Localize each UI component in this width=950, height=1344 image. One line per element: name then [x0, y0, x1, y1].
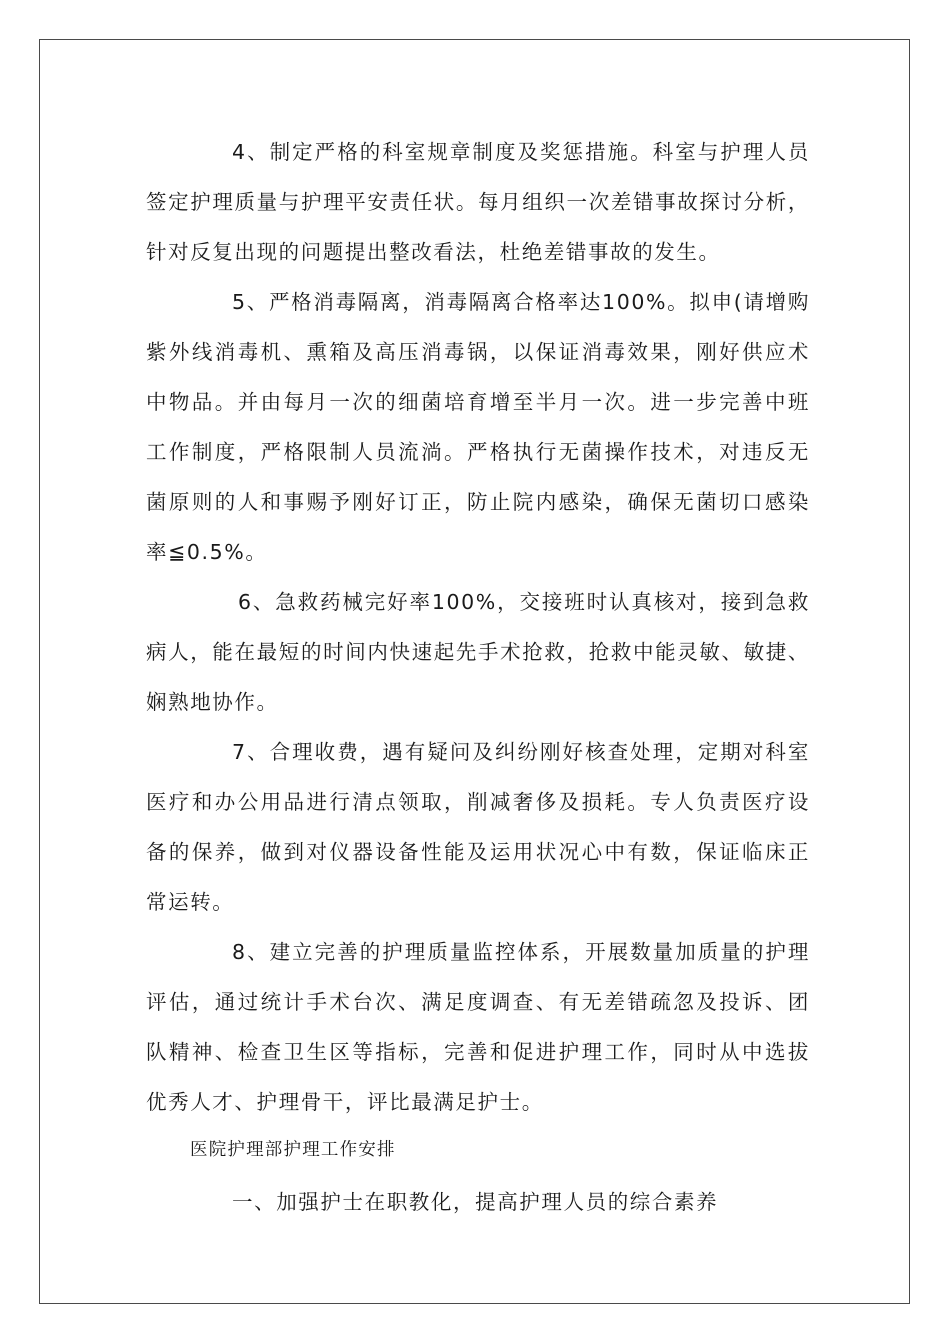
paragraph-5-line-1: 5、严格消毒隔离，消毒隔离合格率达100%。拟申(请增购	[232, 290, 810, 314]
page-border	[39, 39, 910, 1304]
paragraph-8-line-4: 优秀人才、护理骨干，评比最满足护士。	[146, 1090, 544, 1114]
paragraph-5-line-6: 率≦0.5%。	[146, 540, 268, 564]
section-heading: 一、加强护士在职教化，提高护理人员的综合素养	[232, 1190, 719, 1214]
paragraph-5-line-4: 工作制度，严格限制人员流淌。严格执行无菌操作技术，对违反无	[146, 440, 810, 464]
paragraph-7-line-3: 备的保养，做到对仪器设备性能及运用状况心中有数，保证临床正	[146, 840, 810, 864]
paragraph-5-line-2: 紫外线消毒机、熏箱及高压消毒锅，以保证消毒效果，刚好供应术	[146, 340, 810, 364]
paragraph-4-line-1: 4、制定严格的科室规章制度及奖惩措施。科室与护理人员	[232, 140, 810, 164]
paragraph-6-line-2: 病人，能在最短的时间内快速起先手术抢救，抢救中能灵敏、敏捷、	[146, 640, 810, 664]
document-subtitle: 医院护理部护理工作安排	[190, 1140, 396, 1160]
paragraph-5-line-3: 中物品。并由每月一次的细菌培育增至半月一次。进一步完善中班	[146, 390, 810, 414]
paragraph-7-line-4: 常运转。	[146, 890, 235, 914]
paragraph-7-line-2: 医疗和办公用品进行清点领取，削减奢侈及损耗。专人负责医疗设	[146, 790, 810, 814]
paragraph-7-line-1: 7、合理收费，遇有疑问及纠纷刚好核查处理，定期对科室	[232, 740, 810, 764]
paragraph-6-line-1: 6、急救药械完好率100%，交接班时认真核对，接到急救	[238, 590, 810, 614]
paragraph-8-line-2: 评估，通过统计手术台次、满足度调查、有无差错疏忽及投诉、团	[146, 990, 810, 1014]
paragraph-8-line-1: 8、建立完善的护理质量监控体系，开展数量加质量的护理	[232, 940, 810, 964]
paragraph-4-line-2: 签定护理质量与护理平安责任状。每月组织一次差错事故探讨分析，	[146, 190, 810, 214]
paragraph-8-line-3: 队精神、检查卫生区等指标，完善和促进护理工作，同时从中选拔	[146, 1040, 810, 1064]
paragraph-6-line-3: 娴熟地协作。	[146, 690, 279, 714]
paragraph-5-line-5: 菌原则的人和事赐予刚好订正，防止院内感染，确保无菌切口感染	[146, 490, 810, 514]
paragraph-4-line-3: 针对反复出现的问题提出整改看法，杜绝差错事故的发生。	[146, 240, 721, 264]
